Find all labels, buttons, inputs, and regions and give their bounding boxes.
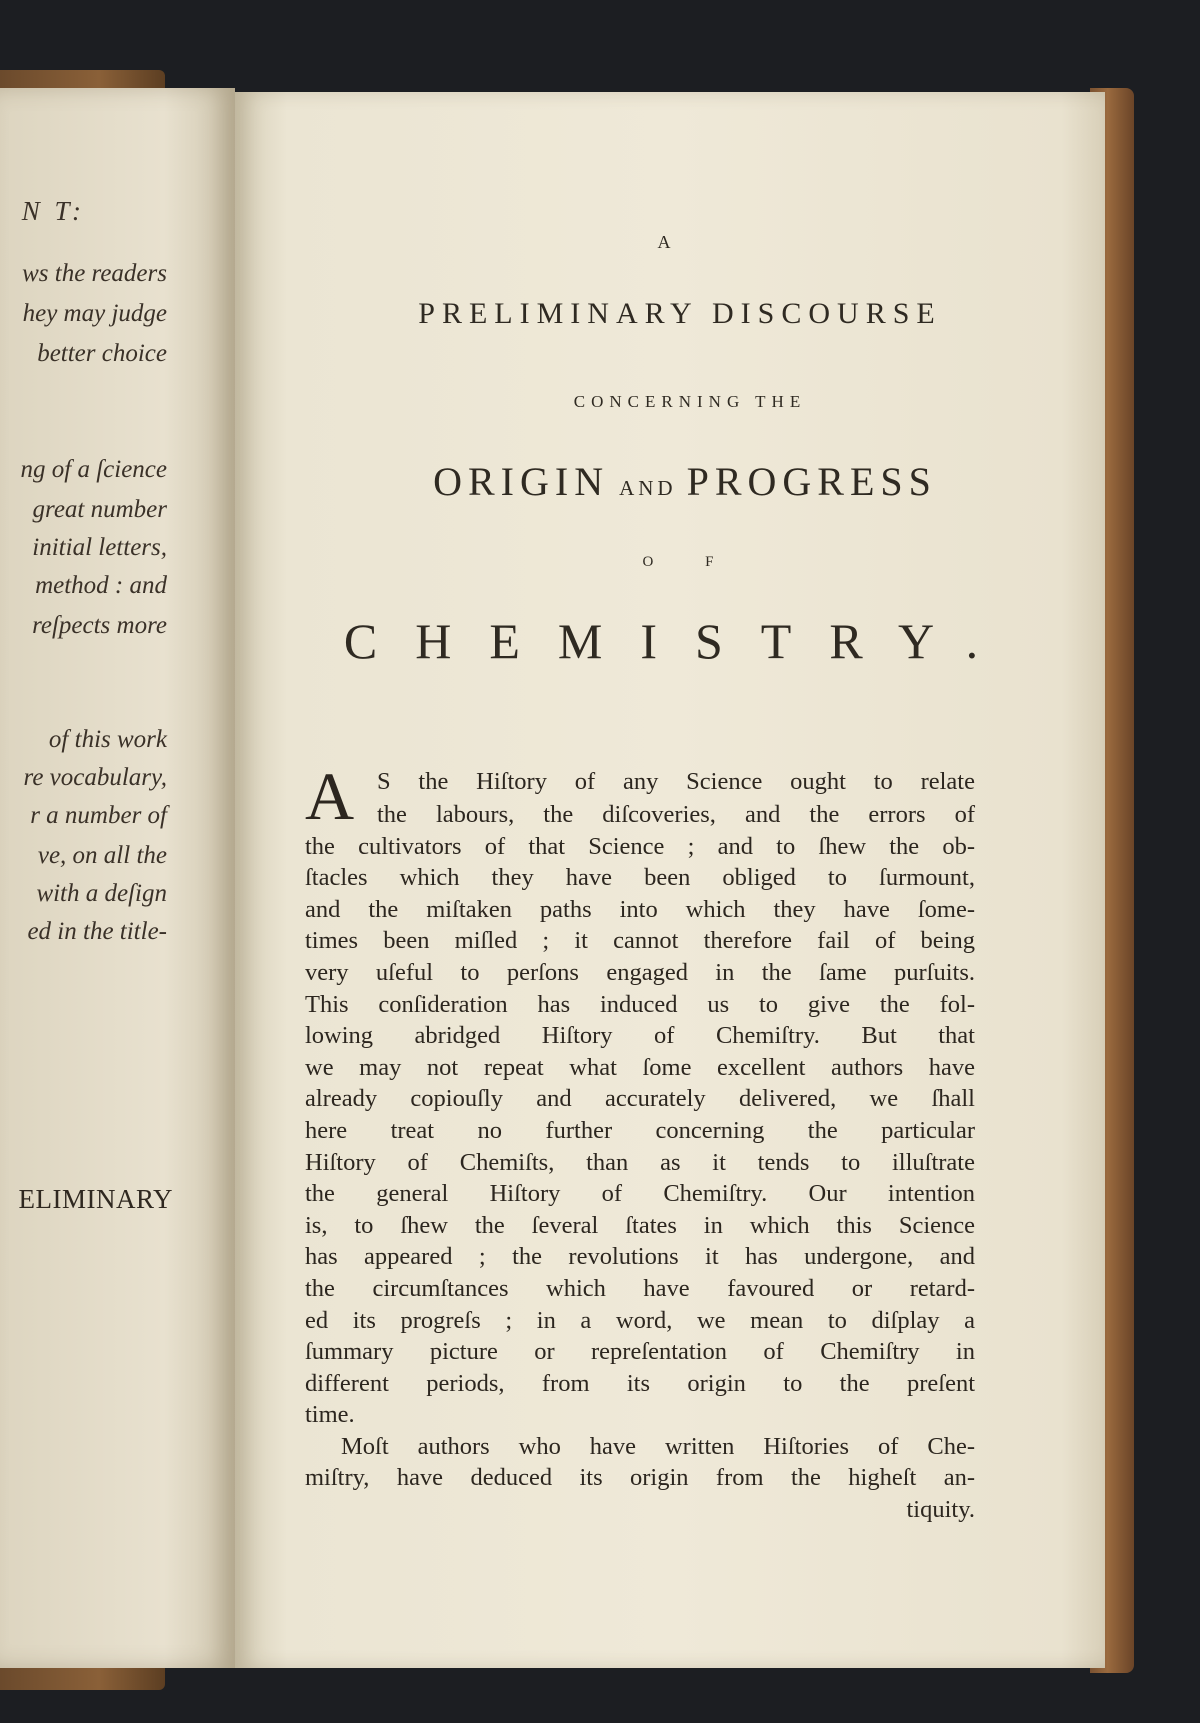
body-line: the circumſtances which have favoured or retard- bbox=[305, 1274, 975, 1302]
title-and: AND bbox=[619, 476, 677, 500]
body-line: lowing abridged Hiſtory of Chemiſtry. But that bbox=[305, 1022, 975, 1050]
left-running-word: ELIMINARY bbox=[18, 1184, 173, 1214]
body-line: the labours, the diſcoveries, and the errors of bbox=[377, 801, 975, 828]
body-line: the general Hiſtory of Chemiſtry. Our intention bbox=[305, 1180, 975, 1208]
title-chemistry: CHEMISTRY. bbox=[343, 613, 1017, 669]
left-line: initial letters, bbox=[32, 534, 167, 561]
catchword: tiquity. bbox=[906, 1496, 975, 1524]
left-line: r a number of bbox=[30, 802, 167, 829]
body-line: very uſeful to perſons engaged in the ſame purſuits. bbox=[305, 958, 975, 986]
left-line: ve, on all the bbox=[37, 842, 167, 869]
left-line: with a deſign bbox=[36, 880, 167, 907]
body-line: we may not repeat what ſome excellent authors have bbox=[305, 1053, 975, 1081]
left-page bbox=[0, 88, 235, 1668]
right-page bbox=[235, 92, 1105, 1668]
body-line: Moſt authors who have written Hiſtories of Che- bbox=[341, 1432, 975, 1460]
body-line: times been miſled ; it cannot therefore fail of being bbox=[305, 927, 975, 955]
body-line: and the miſtaken paths into which they have ſome- bbox=[305, 895, 975, 923]
body-line: different periods, from its origin to the preſent bbox=[305, 1369, 975, 1397]
body-line: already copiouſly and accurately delivered, we ſhall bbox=[305, 1085, 975, 1113]
body-line: time. bbox=[305, 1401, 355, 1429]
title-origin: ORIGIN bbox=[433, 459, 610, 504]
left-line: ed in the title- bbox=[27, 918, 167, 945]
body-line: Hiſtory of Chemiſts, than as it tends to illuſtrate bbox=[305, 1148, 975, 1176]
left-heading-fragment: N T: bbox=[21, 196, 85, 226]
body-line: ſummary picture or repreſentation of Chemiſtry in bbox=[305, 1338, 975, 1366]
body-line: This conſideration has induced us to give the fol- bbox=[305, 990, 975, 1018]
left-line: of this work bbox=[48, 726, 167, 753]
left-line: ng of a ſcience bbox=[20, 456, 167, 483]
body-line: has appeared ; the revolutions it has undergone, and bbox=[305, 1243, 975, 1271]
body-line: ſtacles which they have been obliged to ſurmount, bbox=[305, 864, 975, 892]
left-line: method : and bbox=[35, 572, 167, 599]
body-line: ed its progreſs ; in a word, we mean to diſplay a bbox=[305, 1306, 975, 1334]
left-line: hey may judge bbox=[22, 300, 167, 327]
title-of: O F bbox=[642, 554, 738, 570]
body-line: is, to ſhew the ſeveral ſtates in which this Science bbox=[305, 1211, 975, 1239]
drop-cap: A bbox=[305, 758, 355, 834]
left-line: better choice bbox=[37, 340, 167, 367]
title-article: A bbox=[657, 232, 673, 252]
title-progress: PROGRESS bbox=[686, 459, 937, 504]
title-origin-and-progress bbox=[305, 458, 1065, 505]
title-preliminary-discourse: PRELIMINARY DISCOURSE bbox=[418, 297, 942, 330]
left-line: great number bbox=[32, 496, 167, 523]
body-line: miſtry, have deduced its origin from the higheſt an- bbox=[305, 1464, 975, 1492]
left-line: re vocabulary, bbox=[23, 764, 167, 791]
body-first-line: S the Hiſtory of any Science ought to relate bbox=[377, 768, 975, 795]
body-line: the cultivators of that Science ; and to ſhew the ob- bbox=[305, 832, 975, 860]
body-line: here treat no further concerning the particular bbox=[305, 1116, 975, 1144]
left-line: ws the readers bbox=[22, 260, 167, 287]
left-line: reſpects more bbox=[32, 612, 167, 639]
body-text bbox=[305, 799, 975, 1526]
title-concerning-the: CONCERNING THE bbox=[573, 392, 807, 411]
